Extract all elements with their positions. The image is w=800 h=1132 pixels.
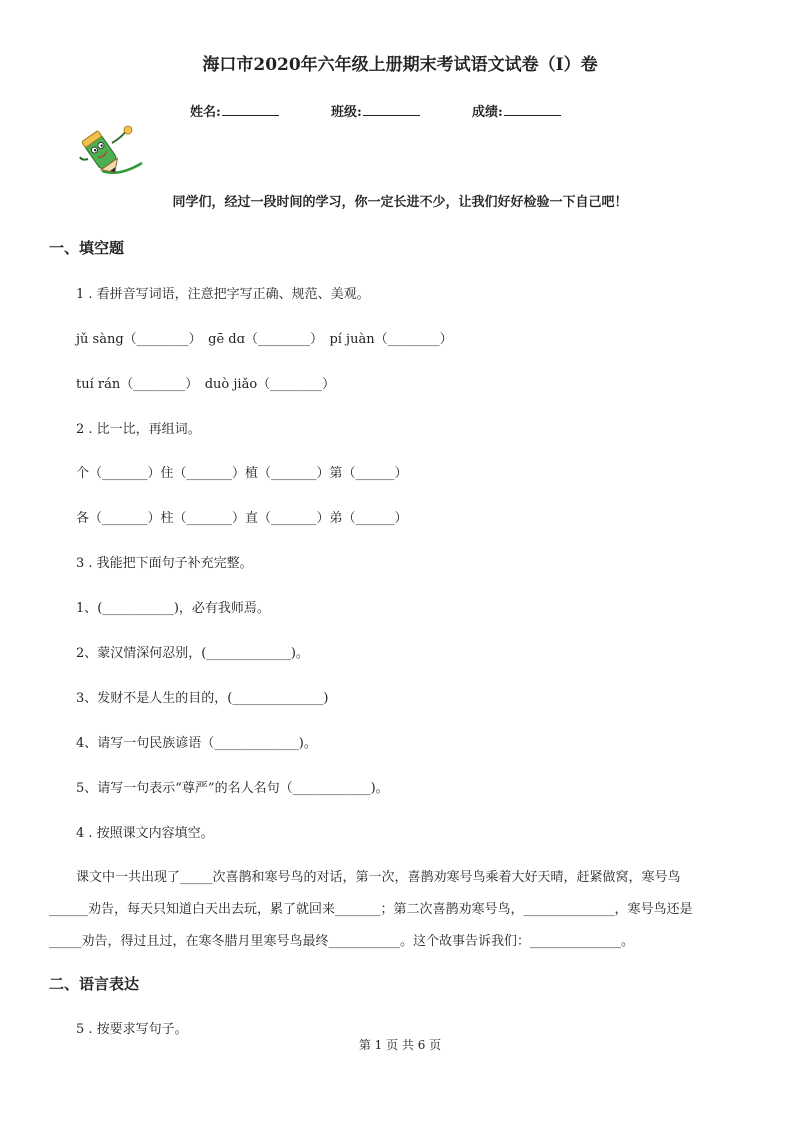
section-heading-fill-blanks: 一、填空题 [49,239,125,257]
section-heading-language-expression: 二、语言表达 [49,975,140,993]
score-label: 成绩: [472,105,503,120]
question-2-row-2: 各（_______）柱（_______）直（_______）弟（______） [76,511,408,526]
question-1-row-2: tuí rán（________） duò jiǎo（________） [76,377,336,392]
question-1-prompt: 1 . 看拼音写词语，注意把字写正确、规范、美观。 [76,287,370,302]
greeting-text: 同学们，经过一段时间的学习，你一定长进不少，让我们好好检验一下自己吧！ [172,195,628,210]
score-field [472,101,561,120]
score-blank[interactable] [504,103,561,116]
name-blank[interactable] [222,103,279,116]
question-3-item: 5、请写一句表示“尊严”的名人名句（____________)。 [76,781,389,796]
question-4-paragraph-line: 课文中一共出现了_____次喜鹊和寒号鸟的对话，第一次，喜鹊劝寒号鸟乘着大好天晴，赶紧做窝，寒号鸟 [76,870,681,885]
pencil-mascot-icon [74,123,146,179]
question-3-prompt: 3 . 我能把下面句子补充完整。 [76,556,253,571]
page-footer: 第 1 页 共 6 页 [358,1038,442,1052]
class-label: 班级: [331,105,362,120]
name-field [190,101,279,120]
question-4-paragraph-line: _____劝告，得过且过，在寒冬腊月里寒号鸟最终___________。这个故事告诉我们：______________。 [49,934,635,949]
class-field [331,101,420,120]
question-3-item: 3、发财不是人生的目的，(______________) [76,691,329,706]
question-5-prompt: 5 . 按要求写句子。 [76,1022,188,1037]
question-2-prompt: 2 . 比一比，再组词。 [76,422,201,437]
question-3-item: 4、请写一句民族谚语（_____________)。 [76,736,317,751]
question-3-item: 1、(___________)，必有我师焉。 [76,601,270,616]
name-label: 姓名: [190,105,221,120]
question-3-item: 2、蒙汉情深何忍别，(_____________)。 [76,646,309,661]
question-2-row-1: 个（_______）住（_______）植（_______）第（______） [76,466,408,481]
question-1-row-1: jǔ sàng（________） gē dɑ（________） pí juàn（________） [76,332,453,347]
question-4-paragraph-line: ______劝告，每天只知道白天出去玩，累了就回来_______；第二次喜鹊劝寒号鸟，______________，寒号鸟还是 [49,902,693,917]
question-4-prompt: 4 . 按照课文内容填空。 [76,826,214,841]
page-title: 海口市2020年六年级上册期末考试语文试卷（I）卷 [202,55,598,75]
class-blank[interactable] [363,103,420,116]
